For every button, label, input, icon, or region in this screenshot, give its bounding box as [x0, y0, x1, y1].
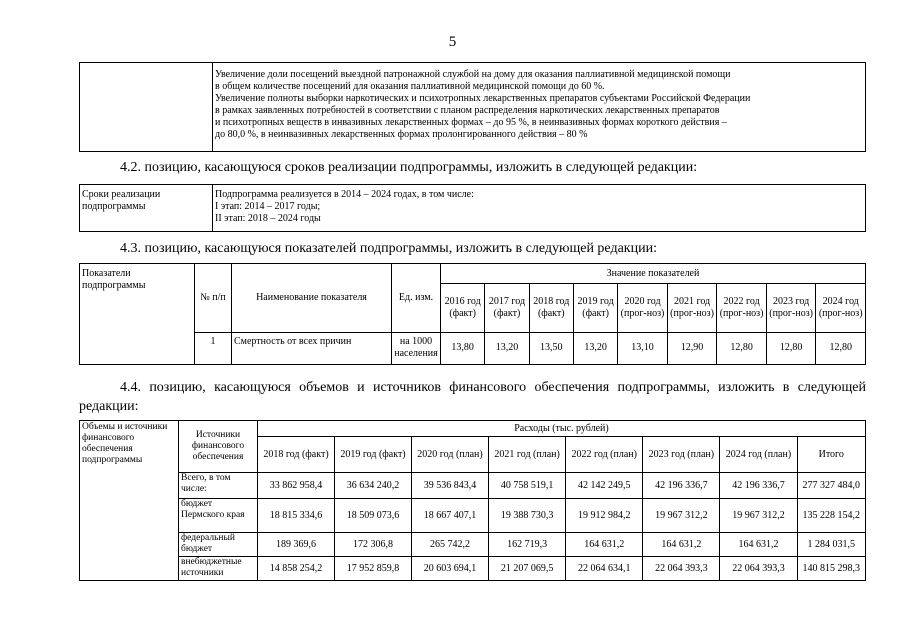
year-header: 2020 год (прог-ноз) — [618, 284, 668, 332]
year-header: 2022 год (прог-ноз) — [717, 284, 767, 332]
timeline-label: Сроки реализации подпрограммы — [80, 185, 213, 232]
value-cell: 13,20 — [485, 332, 529, 364]
unit-header: Ед. изм. — [392, 264, 441, 333]
value-cell: 12,80 — [816, 332, 866, 364]
sources-header: Источники финансового обеспечения — [179, 421, 258, 473]
year-header: 2017 год (факт) — [485, 284, 529, 332]
heading-4-3: 4.3. позицию, касающуюся показателей подпрограммы, изложить в следующей редакции: — [120, 241, 657, 256]
row-no: 1 — [195, 332, 232, 364]
timeline-line: II этап: 2018 – 2024 годы — [215, 213, 321, 224]
amount-cell: 40 758 519,1 — [489, 473, 566, 499]
amount-cell: 172 306,8 — [334, 533, 411, 557]
targets-label-cell — [80, 63, 213, 152]
value-cell: 13,50 — [529, 332, 573, 364]
row-unit: на 1000 населения — [392, 332, 441, 364]
indicators-table — [79, 263, 866, 365]
values-header: Значение показателей — [441, 264, 866, 284]
targets-line: в рамках заявленных потребностей в соответствии с планом распределения наркотических лекарственных препаратов — [215, 105, 720, 116]
amount-cell: 135 228 154,2 — [797, 499, 865, 533]
year-header: 2023 год (прог-ноз) — [766, 284, 816, 332]
timeline-line: Подпрограмма реализуется в 2014 – 2024 годах, в том числе: — [215, 189, 474, 200]
year-header: 2022 год (план) — [566, 437, 643, 473]
financing-table — [79, 420, 866, 581]
total-header: Итого — [797, 437, 865, 473]
amount-cell: 19 388 730,3 — [489, 499, 566, 533]
targets-text-cell — [213, 63, 866, 152]
heading-4-2: 4.2. позицию, касающуюся сроков реализации подпрограммы, изложить в следующей редакции: — [120, 160, 698, 175]
amount-cell: 39 536 843,4 — [411, 473, 488, 499]
year-header: 2023 год (план) — [643, 437, 720, 473]
year-header: 2018 год (факт) — [258, 437, 335, 473]
targets-line: в общем количестве посещений для оказания паллиативной медицинской помощи до 60 %. — [215, 81, 605, 92]
targets-line: и психотропных веществ в инвазивных лекарственных формах – до 95 %, в неинвазивных формах короткого действия – — [215, 117, 727, 128]
expenses-header: Расходы (тыс. рублей) — [258, 421, 866, 437]
value-cell: 13,10 — [618, 332, 668, 364]
timeline-text — [213, 185, 866, 232]
amount-cell: 18 667 407,1 — [411, 499, 488, 533]
year-header: 2016 год (факт) — [441, 284, 485, 332]
targets-line: Увеличение доли посещений выездной патронажной службой на дому для оказания паллиативной медицинской помощи — [215, 69, 731, 80]
amount-cell: 20 603 694,1 — [411, 557, 488, 581]
amount-cell: 1 284 031,5 — [797, 533, 865, 557]
amount-cell: 164 631,2 — [566, 533, 643, 557]
source-name: бюджет Пермского края — [179, 499, 258, 533]
source-name: Всего, в том числе: — [179, 473, 258, 499]
amount-cell: 19 967 312,2 — [643, 499, 720, 533]
amount-cell: 36 634 240,2 — [334, 473, 411, 499]
amount-cell: 42 142 249,5 — [566, 473, 643, 499]
amount-cell: 19 967 312,2 — [720, 499, 797, 533]
year-header: 2018 год (факт) — [529, 284, 573, 332]
value-cell: 12,80 — [766, 332, 816, 364]
amount-cell: 140 815 298,3 — [797, 557, 865, 581]
source-name: федеральный бюджет — [179, 533, 258, 557]
year-header: 2024 год (план) — [720, 437, 797, 473]
amount-cell: 277 327 484,0 — [797, 473, 865, 499]
row-name: Смертность от всех причин — [232, 332, 392, 364]
indicators-label: Показатели подпрограммы — [80, 264, 195, 365]
timeline-line: I этап: 2014 – 2017 годы; — [215, 201, 321, 212]
financing-label: Объемы и источники финансового обеспечения подпрограммы — [80, 421, 179, 581]
amount-cell: 18 815 334,6 — [258, 499, 335, 533]
targets-table — [79, 62, 866, 152]
value-cell: 13,20 — [573, 332, 617, 364]
year-header: 2024 год (прог-ноз) — [816, 284, 866, 332]
amount-cell: 33 862 958,4 — [258, 473, 335, 499]
amount-cell: 21 207 069,5 — [489, 557, 566, 581]
amount-cell: 17 952 859,8 — [334, 557, 411, 581]
amount-cell: 164 631,2 — [720, 533, 797, 557]
amount-cell: 189 369,6 — [258, 533, 335, 557]
year-header: 2019 год (факт) — [334, 437, 411, 473]
amount-cell: 22 064 393,3 — [720, 557, 797, 581]
year-header: 2021 год (прог-ноз) — [667, 284, 717, 332]
amount-cell: 19 912 984,2 — [566, 499, 643, 533]
no-header: № п/п — [195, 264, 232, 333]
amount-cell: 164 631,2 — [643, 533, 720, 557]
amount-cell: 42 196 336,7 — [720, 473, 797, 499]
amount-cell: 22 064 393,3 — [643, 557, 720, 581]
value-cell: 13,80 — [441, 332, 485, 364]
source-name: внебюджетные источники — [179, 557, 258, 581]
page-number: 5 — [448, 34, 457, 50]
year-header: 2021 год (план) — [489, 437, 566, 473]
amount-cell: 42 196 336,7 — [643, 473, 720, 499]
targets-line: до 80,0 %, в неинвазивных лекарственных формах пролонгированного действия – 80 % — [215, 129, 588, 140]
value-cell: 12,90 — [667, 332, 717, 364]
amount-cell: 18 509 073,6 — [334, 499, 411, 533]
amount-cell: 265 742,2 — [411, 533, 488, 557]
heading-4-4: 4.4. позицию, касающуюся объемов и источников финансового обеспечения подпрограммы, изложить в следующей редакции: — [79, 380, 866, 414]
amount-cell: 162 719,3 — [489, 533, 566, 557]
amount-cell: 22 064 634,1 — [566, 557, 643, 581]
timeline-table — [79, 184, 866, 232]
year-header: 2019 год (факт) — [573, 284, 617, 332]
targets-line: Увеличение полноты выборки наркотических и психотропных лекарственных препаратов субъектами Российской Федерации — [215, 93, 751, 104]
year-header: 2020 год (план) — [411, 437, 488, 473]
value-cell: 12,80 — [717, 332, 767, 364]
amount-cell: 14 858 254,2 — [258, 557, 335, 581]
name-header: Наименование показателя — [232, 264, 392, 333]
